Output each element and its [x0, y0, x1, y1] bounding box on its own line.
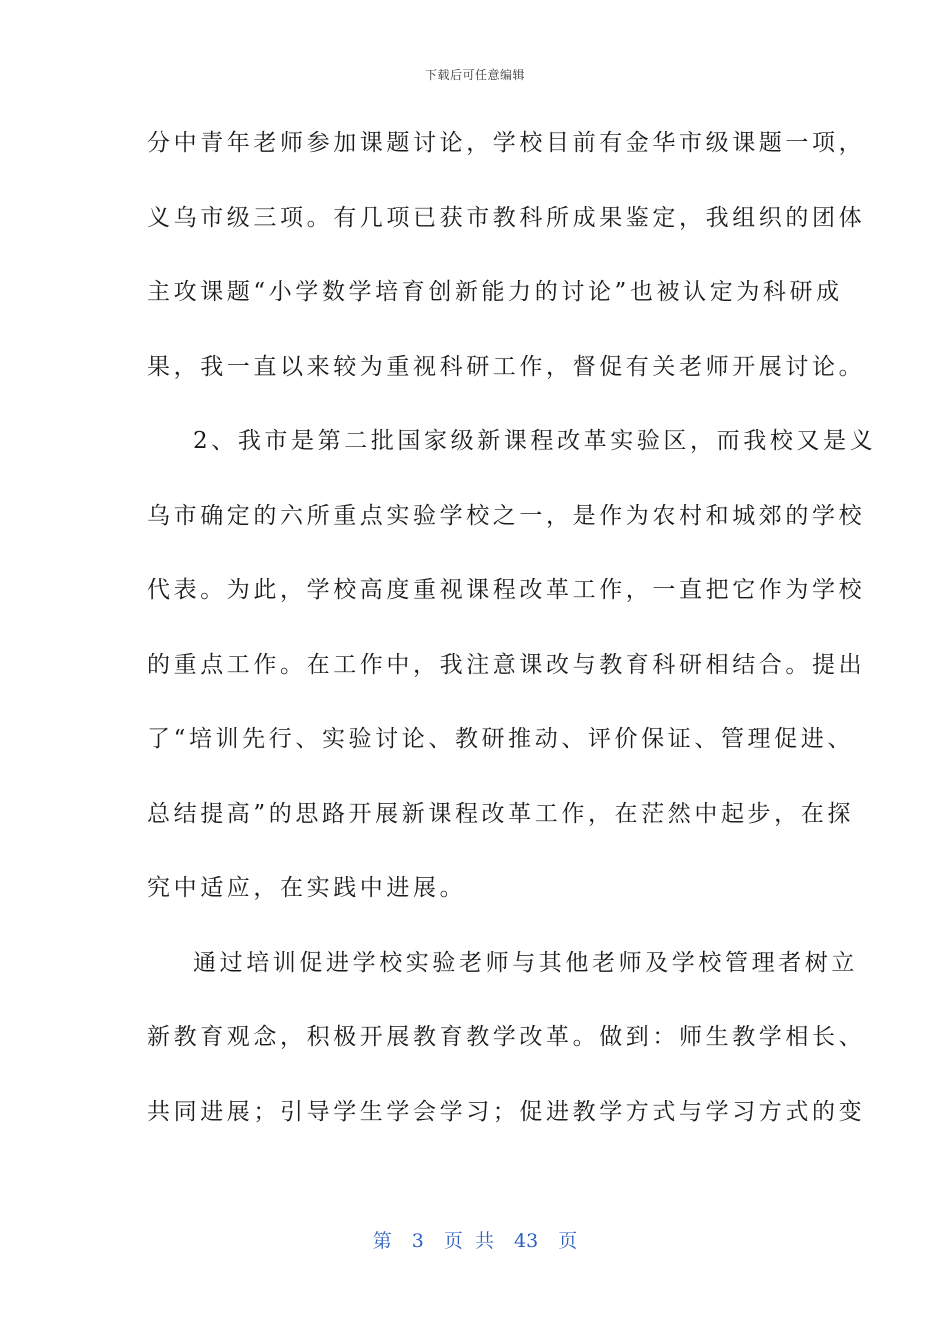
- text-line: 总结提高”的思路开展新课程改革工作，在茫然中起步，在探: [147, 800, 854, 827]
- page-header-note: 下载后可任意编辑: [424, 68, 525, 82]
- text-line: 主攻课题“小学数学培育创新能力的讨论”也被认定为科研成: [147, 279, 843, 305]
- document-body: [147, 120, 877, 1163]
- footer-page-number: 3: [411, 1230, 424, 1252]
- text-line: 乌市确定的六所重点实验学校之一，是作为农村和城郊的学校: [147, 502, 866, 529]
- footer-total-pages: 43: [514, 1230, 539, 1252]
- text-line: 共同进展；引导学生学会学习；促进教学方式与学习方式的变: [147, 1098, 866, 1125]
- footer-middle: 页 共: [443, 1230, 494, 1252]
- text-line: 果，我一直以来较为重视科研工作，督促有关老师开展讨论。: [147, 353, 866, 380]
- footer-prefix: 第: [372, 1230, 392, 1252]
- text-line: 分中青年老师参加课题讨论，学校目前有金华市级课题一项，: [147, 130, 866, 156]
- text-line: 究中适应，在实践中进展。: [147, 875, 467, 901]
- paragraph-start-line: 通过培训促进学校实验老师与其他老师及学校管理者树立: [193, 949, 858, 976]
- text-line: 义乌市级三项。有几项已获市教科所成果鉴定，我组织的团体: [147, 204, 866, 231]
- page-footer: [0, 1226, 950, 1253]
- text-line: 代表。为此，学校高度重视课程改革工作，一直把它作为学校: [147, 577, 866, 603]
- paragraph-start-line: 2、我市是第二批国家级新课程改革实验区，而我校又是义: [193, 428, 877, 454]
- text-line: 新教育观念，积极开展教育教学改革。做到：师生教学相长、: [147, 1024, 866, 1050]
- footer-suffix: 页: [558, 1230, 578, 1252]
- text-line: 了“培训先行、实验讨论、教研推动、评价保证、管理促进、: [147, 726, 854, 752]
- text-line: 的重点工作。在工作中，我注意课改与教育科研相结合。提出: [147, 651, 866, 678]
